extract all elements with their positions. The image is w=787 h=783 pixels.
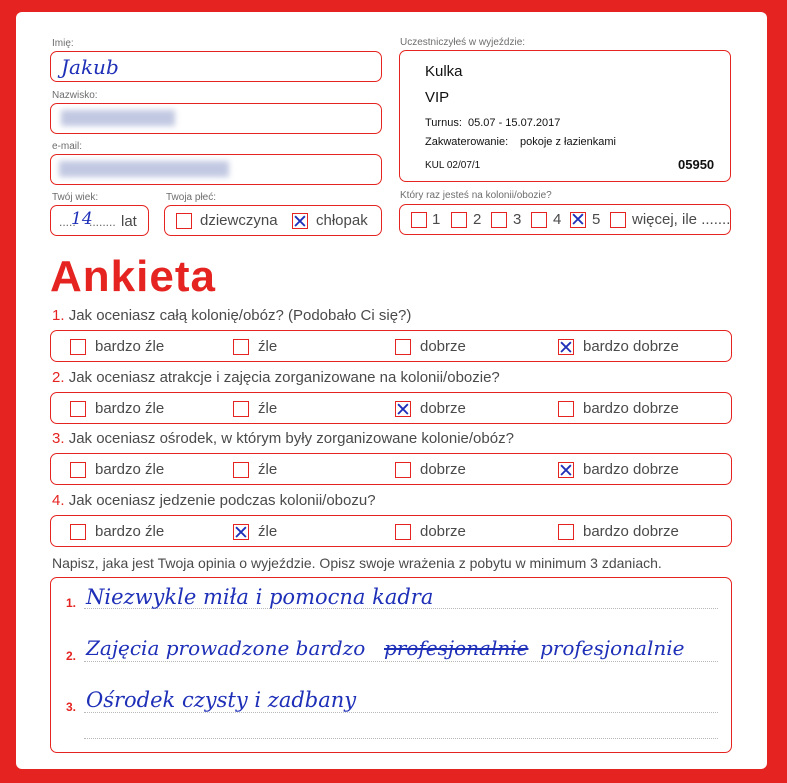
times-checkbox-5[interactable] <box>570 209 586 231</box>
times-option-5: 5 <box>592 211 601 228</box>
q2-checkbox-bardzo-dobrze[interactable] <box>558 401 574 417</box>
question-1 <box>52 307 411 324</box>
age-dots-before: ..... <box>59 215 76 229</box>
check-mark-icon: ✕ <box>292 211 308 233</box>
times-option-1: 1 <box>432 211 441 228</box>
q2-option-zle: źle <box>258 400 278 417</box>
q4-option-bardzo-dobrze: bardzo dobrze <box>583 523 679 540</box>
camp-code: KUL 02/07/1 <box>425 160 481 171</box>
question-number: 4. <box>52 492 65 509</box>
opinion-line-2-number: 2. <box>66 649 77 663</box>
name-field[interactable] <box>50 51 382 82</box>
name-value: Jakub <box>61 55 119 79</box>
q2-option-dobrze: dobrze <box>420 400 466 417</box>
age-field[interactable] <box>50 205 149 236</box>
survey-title: Ankieta <box>50 252 216 301</box>
age-value: 14 <box>71 209 93 229</box>
q1-checkbox-dobrze[interactable] <box>395 339 411 355</box>
times-checkbox-more[interactable] <box>610 212 626 228</box>
opinion-line-2-after: profesjonalnie <box>540 636 685 660</box>
q4-option-dobrze: dobrze <box>420 523 466 540</box>
q1-option-dobrze: dobrze <box>420 338 466 355</box>
opinion-line-3-number: 3. <box>66 700 77 714</box>
q3-option-bardzo-dobrze: bardzo dobrze <box>583 461 679 478</box>
email-label: e-mail: <box>52 141 83 152</box>
times-label: Który raz jesteś na kolonii/obozie? <box>400 190 552 201</box>
gender-field <box>164 205 382 236</box>
gender-option-girl: dziewczyna <box>200 212 278 229</box>
camp-number: 05950 <box>678 157 715 172</box>
opinion-prompt: Napisz, jaka jest Twoja opinia o wyjeździe. Opisz swoje wrażenia z pobytu w minimum 3 zdaniach. <box>52 555 662 571</box>
question-4-options <box>50 515 732 547</box>
times-checkbox-2[interactable] <box>451 212 467 228</box>
times-checkbox-4[interactable] <box>531 212 547 228</box>
times-option-4: 4 <box>553 211 562 228</box>
question-text: Jak oceniasz ośrodek, w którym były zorganizowane kolonie/obóz? <box>68 430 514 447</box>
times-option-2: 2 <box>473 211 482 228</box>
email-field[interactable] <box>50 154 382 185</box>
question-2-options <box>50 392 732 424</box>
q4-checkbox-bardzo-dobrze[interactable] <box>558 524 574 540</box>
q4-option-zle: źle <box>258 523 278 540</box>
question-number: 1. <box>52 307 65 324</box>
age-dots-after: ........ <box>89 215 116 229</box>
times-option-more: więcej, ile ....... <box>632 211 731 228</box>
accommodation-label: Zakwaterowanie: <box>425 136 509 148</box>
participant-card <box>399 50 731 182</box>
question-number: 3. <box>52 430 65 447</box>
q2-option-bardzo-dobrze: bardzo dobrze <box>583 400 679 417</box>
q3-option-dobrze: dobrze <box>420 461 466 478</box>
times-option-3: 3 <box>513 211 522 228</box>
opinion-line-2-struck: profesjonalnie <box>384 636 529 660</box>
accommodation-value: pokoje z łazienkami <box>520 136 616 148</box>
turnus-label: Turnus: <box>425 117 462 129</box>
question-text: Jak oceniasz całą kolonię/obóz? (Podobało Ci się?) <box>68 307 412 324</box>
name-label: Imię: <box>52 38 74 49</box>
q3-option-bardzo-zle: bardzo źle <box>95 461 165 478</box>
q1-checkbox-bardzo-zle[interactable] <box>70 339 86 355</box>
times-checkbox-1[interactable] <box>411 212 427 228</box>
redacted-email <box>59 161 229 177</box>
times-field <box>399 204 731 235</box>
q4-checkbox-zle[interactable] <box>233 522 249 544</box>
q1-option-zle: źle <box>258 338 278 355</box>
question-text: Jak oceniasz atrakcje i zajęcia zorganizowane na kolonii/obozie? <box>68 369 500 386</box>
q4-option-bardzo-zle: bardzo źle <box>95 523 165 540</box>
q3-checkbox-bardzo-zle[interactable] <box>70 462 86 478</box>
opinion-line-3-text: Ośrodek czysty i zadbany <box>86 688 357 712</box>
q1-checkbox-zle[interactable] <box>233 339 249 355</box>
q4-checkbox-bardzo-zle[interactable] <box>70 524 86 540</box>
check-mark-icon: ✕ <box>570 209 586 231</box>
opinion-line-4-rule <box>84 738 718 739</box>
turnus-dates: 05.07 - 15.07.2017 <box>468 117 561 129</box>
q3-checkbox-zle[interactable] <box>233 462 249 478</box>
q3-option-zle: źle <box>258 461 278 478</box>
surname-label: Nazwisko: <box>52 90 98 101</box>
gender-checkbox-boy[interactable] <box>292 211 308 233</box>
q1-option-bardzo-dobrze: bardzo dobrze <box>583 338 679 355</box>
q2-checkbox-bardzo-zle[interactable] <box>70 401 86 417</box>
participant-label: Uczestniczyłeś w wyjeździe: <box>400 37 526 48</box>
opinion-line-1-number: 1. <box>66 596 77 610</box>
opinion-line-2-rule <box>84 661 718 662</box>
question-4 <box>52 492 376 509</box>
q2-checkbox-dobrze[interactable] <box>395 399 411 421</box>
q3-checkbox-dobrze[interactable] <box>395 462 411 478</box>
check-mark-icon: ✕ <box>558 460 574 482</box>
gender-checkbox-girl[interactable] <box>176 213 192 229</box>
age-label: Twój wiek: <box>52 192 99 203</box>
times-checkbox-3[interactable] <box>491 212 507 228</box>
question-2 <box>52 369 500 386</box>
question-3 <box>52 430 514 447</box>
redacted-surname <box>61 110 175 126</box>
q1-option-bardzo-zle: bardzo źle <box>95 338 165 355</box>
gender-option-boy: chłopak <box>316 212 368 229</box>
opinion-line-2-text: Zajęcia prowadzone bardzo <box>86 636 366 660</box>
check-mark-icon: ✕ <box>233 522 249 544</box>
opinion-line-1-text: Niezwykle miła i pomocna kadra <box>86 585 434 609</box>
question-text: Jak oceniasz jedzenie podczas kolonii/obozu? <box>68 492 376 509</box>
q2-checkbox-zle[interactable] <box>233 401 249 417</box>
surname-field[interactable] <box>50 103 382 134</box>
camp-name: Kulka <box>425 63 463 80</box>
q2-option-bardzo-zle: bardzo źle <box>95 400 165 417</box>
opinion-line-3-rule <box>84 712 718 713</box>
question-number: 2. <box>52 369 65 386</box>
q1-checkbox-bardzo-dobrze[interactable] <box>558 337 574 359</box>
question-1-options <box>50 330 732 362</box>
age-unit: lat <box>121 213 137 230</box>
question-3-options <box>50 453 732 485</box>
camp-type: VIP <box>425 89 450 106</box>
q4-checkbox-dobrze[interactable] <box>395 524 411 540</box>
q3-checkbox-bardzo-dobrze[interactable] <box>558 460 574 482</box>
gender-label: Twoja płeć: <box>166 192 217 203</box>
check-mark-icon: ✕ <box>395 399 411 421</box>
check-mark-icon: ✕ <box>558 337 574 359</box>
